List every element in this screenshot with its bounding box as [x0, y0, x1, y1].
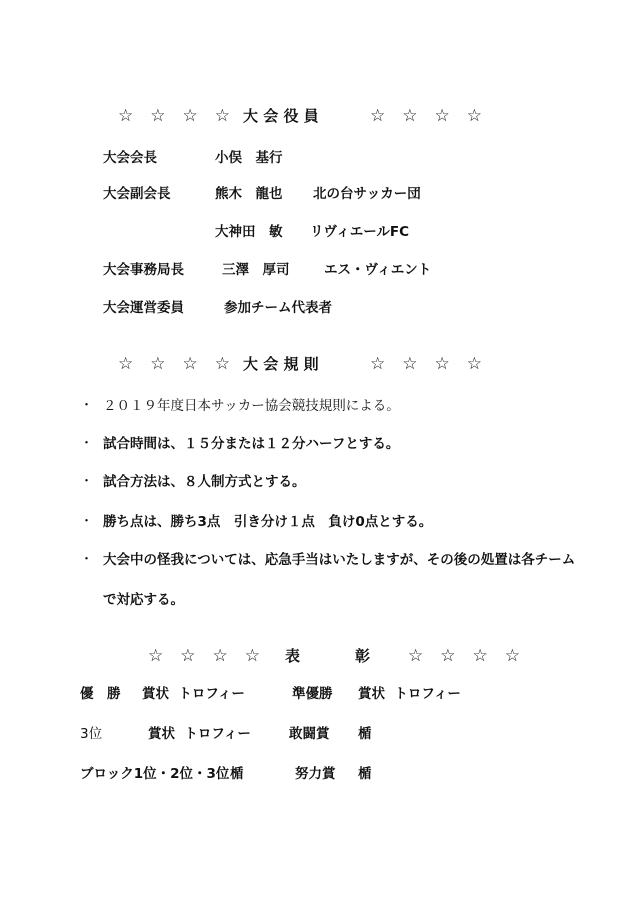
officer-role: 大会運営委員: [103, 300, 184, 316]
award-name: 努力賞: [295, 766, 336, 782]
rule-item: 勝ち点は、勝ち3点 引き分け１点 負け0点とする。: [103, 514, 433, 530]
officer-role: 大会副会長: [103, 186, 171, 202]
bullet: ・: [80, 436, 94, 451]
award-name: 3位: [80, 726, 103, 742]
heading-stars-right: ☆ ☆ ☆ ☆: [370, 106, 482, 126]
officer-org: リヴィエールFC: [310, 224, 410, 240]
rule-item: 試合方法は、８人制方式とする。: [103, 474, 306, 490]
award-prize: 賞状 トロフィー: [148, 726, 251, 742]
officer-name: 参加チーム代表者: [224, 300, 332, 316]
award-prize: 楯: [358, 766, 372, 782]
heading-stars-right: ☆ ☆ ☆ ☆: [408, 646, 520, 666]
heading-stars-left: ☆ ☆ ☆ ☆: [118, 106, 230, 126]
heading-stars-left: ☆ ☆ ☆ ☆: [118, 354, 230, 374]
rule-item-continued: で対応する。: [103, 592, 184, 608]
officer-name: 三澤 厚司: [222, 262, 290, 278]
officer-name: 熊木 龍也: [215, 186, 283, 202]
section-title-awards-1: 表: [285, 647, 301, 665]
officer-role: 大会会長: [103, 150, 157, 166]
award-name: 優 勝: [80, 686, 121, 702]
award-prize: 賞状 トロフィー: [142, 686, 245, 702]
bullet: ・: [80, 474, 94, 489]
award-name: ブロック1位・2位・3位: [80, 766, 230, 782]
award-name: 準優勝: [292, 686, 333, 702]
officer-role: 大会事務局長: [103, 262, 184, 278]
officer-name: 小俣 基行: [215, 150, 283, 166]
officer-name: 大神田 敏: [215, 224, 283, 240]
rule-item: 試合時間は、１５分または１２分ハーフとする。: [103, 436, 400, 452]
officer-org: エス・ヴィエント: [324, 262, 432, 278]
heading-stars-left: ☆ ☆ ☆ ☆: [148, 646, 260, 666]
rule-item: 大会中の怪我については、応急手当はいたしますが、その後の処置は各チーム: [103, 552, 576, 568]
award-name: 敢闘賞: [289, 726, 330, 742]
award-prize: 楯: [230, 766, 244, 782]
bullet: ・: [80, 552, 94, 567]
officer-org: 北の台サッカー団: [313, 186, 421, 202]
bullet: ・: [80, 398, 94, 413]
section-title-rules: 大 会 規 則: [243, 355, 319, 373]
award-prize: 楯: [358, 726, 372, 742]
section-title-officers: 大 会 役 員: [243, 107, 319, 125]
section-title-awards-2: 彰: [355, 647, 371, 665]
award-prize: 賞状 トロフィー: [358, 686, 461, 702]
rule-item: ２０１９年度日本サッカー協会競技規則による。: [103, 398, 400, 414]
bullet: ・: [80, 514, 94, 529]
heading-stars-right: ☆ ☆ ☆ ☆: [370, 354, 482, 374]
